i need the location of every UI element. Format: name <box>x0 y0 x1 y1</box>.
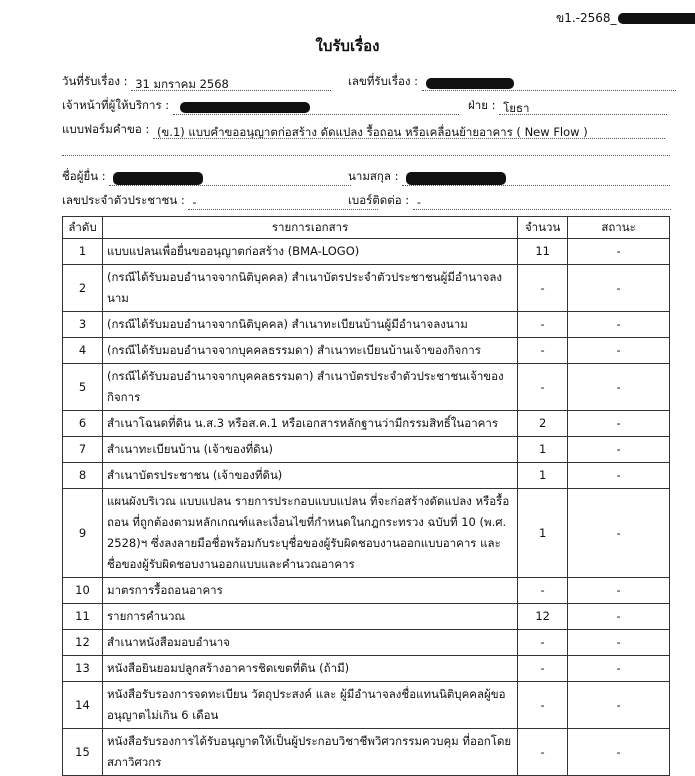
row-document: หนังสือรับรองการจดทะเบียน วัตถุประสงค์ และ ผู้มีอำนาจลงชื่อแทนนิติบุคคลผู้ขออนุญาตไม่เกิน 6 เดือน <box>102 682 517 729</box>
row-status: - <box>568 578 670 604</box>
redacted-officer-name <box>180 102 310 113</box>
receipt-no-label: เลขที่รับเรื่อง : <box>348 74 419 88</box>
officer-label: เจ้าหน้าที่ผู้ให้บริการ : <box>62 98 170 112</box>
row-number: 5 <box>63 364 103 411</box>
last-name-label: นามสกุล : <box>348 169 399 183</box>
row-status: - <box>568 265 670 312</box>
row-quantity: - <box>518 682 568 729</box>
row-document: รายการคำนวณ <box>102 604 517 630</box>
document-table <box>62 216 670 776</box>
first-name-field <box>62 168 351 186</box>
id-card-value: - <box>188 195 378 210</box>
row-number: 15 <box>63 729 103 776</box>
row-document: สำเนาทะเบียนบ้าน (เจ้าของที่ดิน) <box>102 437 517 463</box>
row-quantity: 1 <box>518 463 568 489</box>
redacted-document-number <box>618 13 695 24</box>
form-type-label: แบบฟอร์มคำขอ : <box>62 122 150 136</box>
row-number: 8 <box>63 463 103 489</box>
row-document: หนังสือยินยอมปลูกสร้างอาคารชิดเขตที่ดิน (ถ้ามี) <box>102 656 517 682</box>
row-quantity: 12 <box>518 604 568 630</box>
department-field <box>468 97 667 115</box>
row-document: (กรณีได้รับมอบอำนาจจากนิติบุคคล) สำเนาทะเบียนบ้านผู้มีอำนาจลงนาม <box>102 312 517 338</box>
table-row <box>63 682 670 729</box>
row-quantity: - <box>518 630 568 656</box>
row-quantity: 11 <box>518 239 568 265</box>
row-number: 4 <box>63 338 103 364</box>
document-number <box>556 9 695 28</box>
row-quantity: 1 <box>518 489 568 578</box>
row-document: สำเนาโฉนดที่ดิน น.ส.3 หรือส.ค.1 หรือเอกสารหลักฐานว่ามีกรรมสิทธิ์ในอาคาร <box>102 411 517 437</box>
row-number: 6 <box>63 411 103 437</box>
row-status: - <box>568 489 670 578</box>
first-name-value <box>109 171 351 186</box>
table-row <box>63 338 670 364</box>
redacted-first-name <box>113 172 203 185</box>
officer-value <box>173 100 459 115</box>
row-document: สำเนาหนังสือมอบอำนาจ <box>102 630 517 656</box>
row-status: - <box>568 437 670 463</box>
table-row <box>63 604 670 630</box>
row-status: - <box>568 463 670 489</box>
row-document: แผนผังบริเวณ แบบแปลน รายการประกอบแบบแปลน ที่จะก่อสร้างดัดแปลง หรือรื้อถอน ที่ถูกต้องตามหลักเกณฑ์และเงื่อนไขที่กำหนดในกฎกระทรวง ฉบับที่ 10 (พ.ศ. 2528)ฯ ซึ่งลงลายมือชื่อพร้อมกับระบุชื่อของผู้รับผิดชอบงานออกแบบอาคาร และชื่อของผู้รับผิดชอบงานออกแบบและคำนวณอาคาร <box>102 489 517 578</box>
row-document: (กรณีได้รับมอบอำนาจจากบุคคลธรรมดา) สำเนาทะเบียนบ้านเจ้าของกิจการ <box>102 338 517 364</box>
received-date-field <box>62 73 331 91</box>
table-row <box>63 265 670 312</box>
table-row <box>63 463 670 489</box>
department-value: โยธา <box>499 100 667 115</box>
row-status: - <box>568 411 670 437</box>
row-status: - <box>568 656 670 682</box>
officer-field <box>62 97 459 115</box>
document-number-text: ข1.-2568_ <box>556 11 617 25</box>
document-table-container <box>62 216 670 776</box>
row-document: (กรณีได้รับมอบอำนาจจากบุคคลธรรมดา) สำเนาบัตรประจำตัวประชาชนเจ้าของกิจการ <box>102 364 517 411</box>
phone-label: เบอร์ติดต่อ : <box>348 193 410 207</box>
row-number: 7 <box>63 437 103 463</box>
row-number: 12 <box>63 630 103 656</box>
row-quantity: 2 <box>518 411 568 437</box>
id-card-label: เลขประจำตัวประชาชน : <box>62 193 185 207</box>
table-row <box>63 411 670 437</box>
redacted-last-name <box>406 172 506 185</box>
row-quantity: - <box>518 364 568 411</box>
row-quantity: - <box>518 312 568 338</box>
column-header-no: ลำดับ <box>63 217 103 239</box>
form-type-value: (ข.1) แบบคำขออนุญาตก่อสร้าง ดัดแปลง รื้อถอน หรือเคลื่อนย้ายอาคาร ( New Flow ) <box>153 124 665 139</box>
redacted-receipt-no <box>426 78 514 89</box>
received-date-label: วันที่รับเรื่อง : <box>62 74 128 88</box>
column-header-document: รายการเอกสาร <box>102 217 517 239</box>
last-name-value <box>402 171 670 186</box>
row-quantity: - <box>518 729 568 776</box>
row-document: (กรณีได้รับมอบอำนาจจากนิติบุคคล) สำเนาบัตรประจำตัวประชาชนผู้มีอำนาจลงนาม <box>102 265 517 312</box>
row-status: - <box>568 338 670 364</box>
row-number: 13 <box>63 656 103 682</box>
row-document: สำเนาบัตรประชาชน (เจ้าของที่ดิน) <box>102 463 517 489</box>
column-header-quantity: จำนวน <box>518 217 568 239</box>
page-title: ใบรับเรื่อง <box>315 37 380 55</box>
id-card-field <box>62 192 378 210</box>
row-quantity: - <box>518 338 568 364</box>
row-number: 3 <box>63 312 103 338</box>
row-status: - <box>568 729 670 776</box>
table-row <box>63 312 670 338</box>
row-quantity: - <box>518 656 568 682</box>
phone-field <box>348 192 671 210</box>
row-status: - <box>568 604 670 630</box>
row-number: 11 <box>63 604 103 630</box>
form-type-continuation-line <box>62 141 670 156</box>
row-document: หนังสือรับรองการได้รับอนุญาตให้เป็นผู้ประกอบวิชาชีพวิศวกรรมควบคุม ที่ออกโดยสภาวิศวกร <box>102 729 517 776</box>
form-type-field <box>62 121 665 139</box>
document-table-body <box>63 239 670 776</box>
row-document: แบบแปลนเพื่อยื่นขออนุญาตก่อสร้าง (BMA-LOGO) <box>102 239 517 265</box>
last-name-field <box>348 168 670 186</box>
row-status: - <box>568 364 670 411</box>
table-row <box>63 364 670 411</box>
row-quantity: 1 <box>518 437 568 463</box>
phone-value: - <box>413 195 671 210</box>
table-row <box>63 578 670 604</box>
row-status: - <box>568 630 670 656</box>
table-header-row <box>63 217 670 239</box>
table-row <box>63 239 670 265</box>
receipt-no-value <box>422 76 676 91</box>
column-header-status: สถานะ <box>568 217 670 239</box>
table-row <box>63 437 670 463</box>
row-status: - <box>568 312 670 338</box>
table-row <box>63 656 670 682</box>
department-label: ฝ่าย : <box>468 98 496 112</box>
table-row <box>63 489 670 578</box>
row-number: 10 <box>63 578 103 604</box>
table-row <box>63 630 670 656</box>
row-number: 9 <box>63 489 103 578</box>
table-row <box>63 729 670 776</box>
row-quantity: - <box>518 265 568 312</box>
row-number: 14 <box>63 682 103 729</box>
received-date-value: 31 มกราคม 2568 <box>131 76 331 91</box>
receipt-no-field <box>348 73 676 91</box>
row-number: 1 <box>63 239 103 265</box>
row-status: - <box>568 682 670 729</box>
row-document: มาตรการรื้อถอนอาคาร <box>102 578 517 604</box>
first-name-label: ชื่อผู้ยื่น : <box>62 169 106 183</box>
row-status: - <box>568 239 670 265</box>
row-number: 2 <box>63 265 103 312</box>
row-quantity: - <box>518 578 568 604</box>
